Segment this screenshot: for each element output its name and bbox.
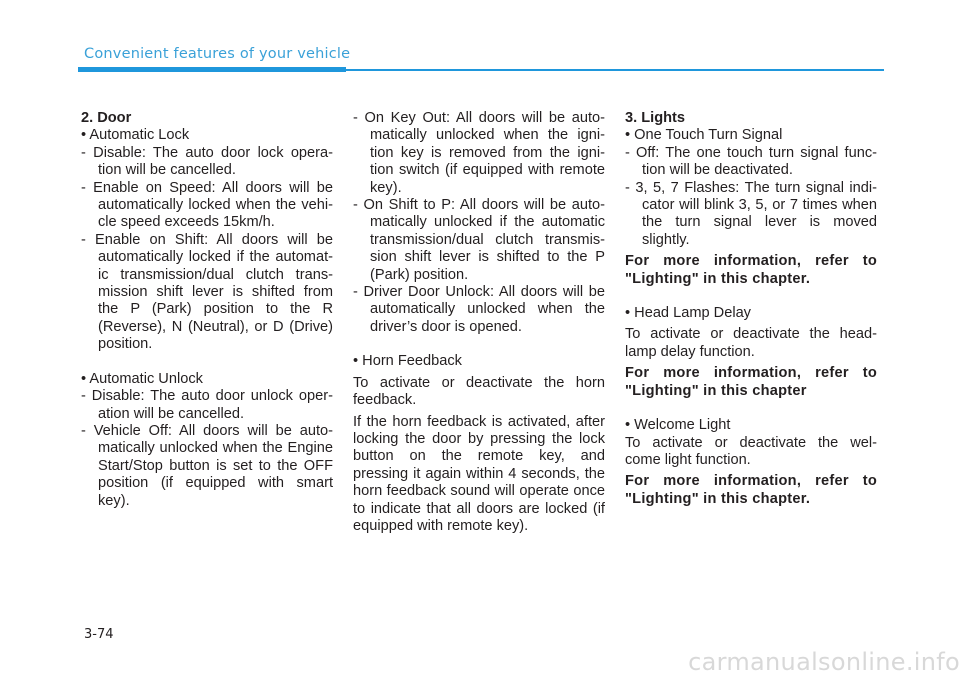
list-item: - Off: The one touch turn signal func- tion will be deactivated. — [625, 144, 877, 179]
list-item: - Vehicle Off: All doors will be auto- matically unlocked when the Engine Start/Stop button is set to the OFF position (if equipped with smart key). — [81, 422, 333, 509]
list-item: - 3, 5, 7 Flashes: The turn signal indi- cator will blink 3, 5, or 7 times when the turn signal lever is moved slightly. — [625, 179, 877, 248]
header-rule-thin — [346, 69, 884, 71]
bullet-automatic-unlock: • Automatic Unlock — [81, 370, 203, 387]
section-heading-lights: 3. Lights — [625, 110, 685, 126]
header-rule-thick — [78, 67, 346, 72]
paragraph: If the horn feedback is activated, after locking the door by pressing the lock button on the remote key, and pressing it again within 4 seconds, the horn feedback sound will operate once to indicate that all doors are locked (if equipped with remote key). — [353, 413, 605, 534]
list-item: - On Key Out: All doors will be auto- matically unlocked when the igni- tion key is removed from the igni- tion switch (if equipped with remote key). — [353, 110, 605, 196]
list-item: - On Shift to P: All doors will be auto- matically unlocked if the automatic transmission/dual clutch transmis- sion shift lever is shifted to the P (Park) position. — [353, 197, 605, 283]
list-item: - Enable on Speed: All doors will be automatically locked when the vehi- cle speed exceeds 15km/h. — [81, 179, 333, 231]
bullet-head-lamp-delay: • Head Lamp Delay — [625, 305, 751, 322]
column-door — [81, 110, 333, 510]
watermark: carmanualsonline.info — [688, 648, 960, 676]
reference-note: For more information, refer to "Lighting" in this chapter. — [625, 253, 877, 287]
bullet-welcome-light: • Welcome Light — [625, 417, 731, 434]
list-item: - Disable: The auto door unlock oper- ation will be cancelled. — [81, 388, 333, 422]
section-heading-door: 2. Door — [81, 110, 132, 126]
reference-note: For more information, refer to "Lighting" in this chapter. — [625, 473, 877, 507]
paragraph: To activate or deactivate the wel- come light function. — [625, 434, 877, 468]
paragraph: To activate or deactivate the head- lamp delay function. — [625, 326, 877, 360]
header-title: Convenient features of your vehicle — [84, 46, 351, 62]
column-door-continued — [353, 110, 605, 535]
list-item: - Driver Door Unlock: All doors will be automatically unlocked when the driver’s door is opened. — [353, 284, 605, 335]
reference-note: For more information, refer to "Lighting" in this chapter — [625, 365, 877, 399]
page-number: 3-74 — [84, 627, 114, 642]
paragraph: To activate or deactivate the horn feedback. — [353, 374, 605, 409]
column-lights — [625, 110, 877, 508]
bullet-automatic-lock: • Automatic Lock — [81, 127, 190, 144]
list-item: - Disable: The auto door lock opera- tion will be cancelled. — [81, 144, 333, 179]
bullet-horn-feedback: • Horn Feedback — [353, 353, 462, 370]
list-item: - Enable on Shift: All doors will be automatically locked if the automat- ic transmission/dual clutch trans- mission shift lever is shifted from the P (Park) position to the R (Reverse), N (Neutral), or D (Drive) position. — [81, 231, 333, 353]
bullet-one-touch-turn-signal: • One Touch Turn Signal — [625, 127, 783, 144]
